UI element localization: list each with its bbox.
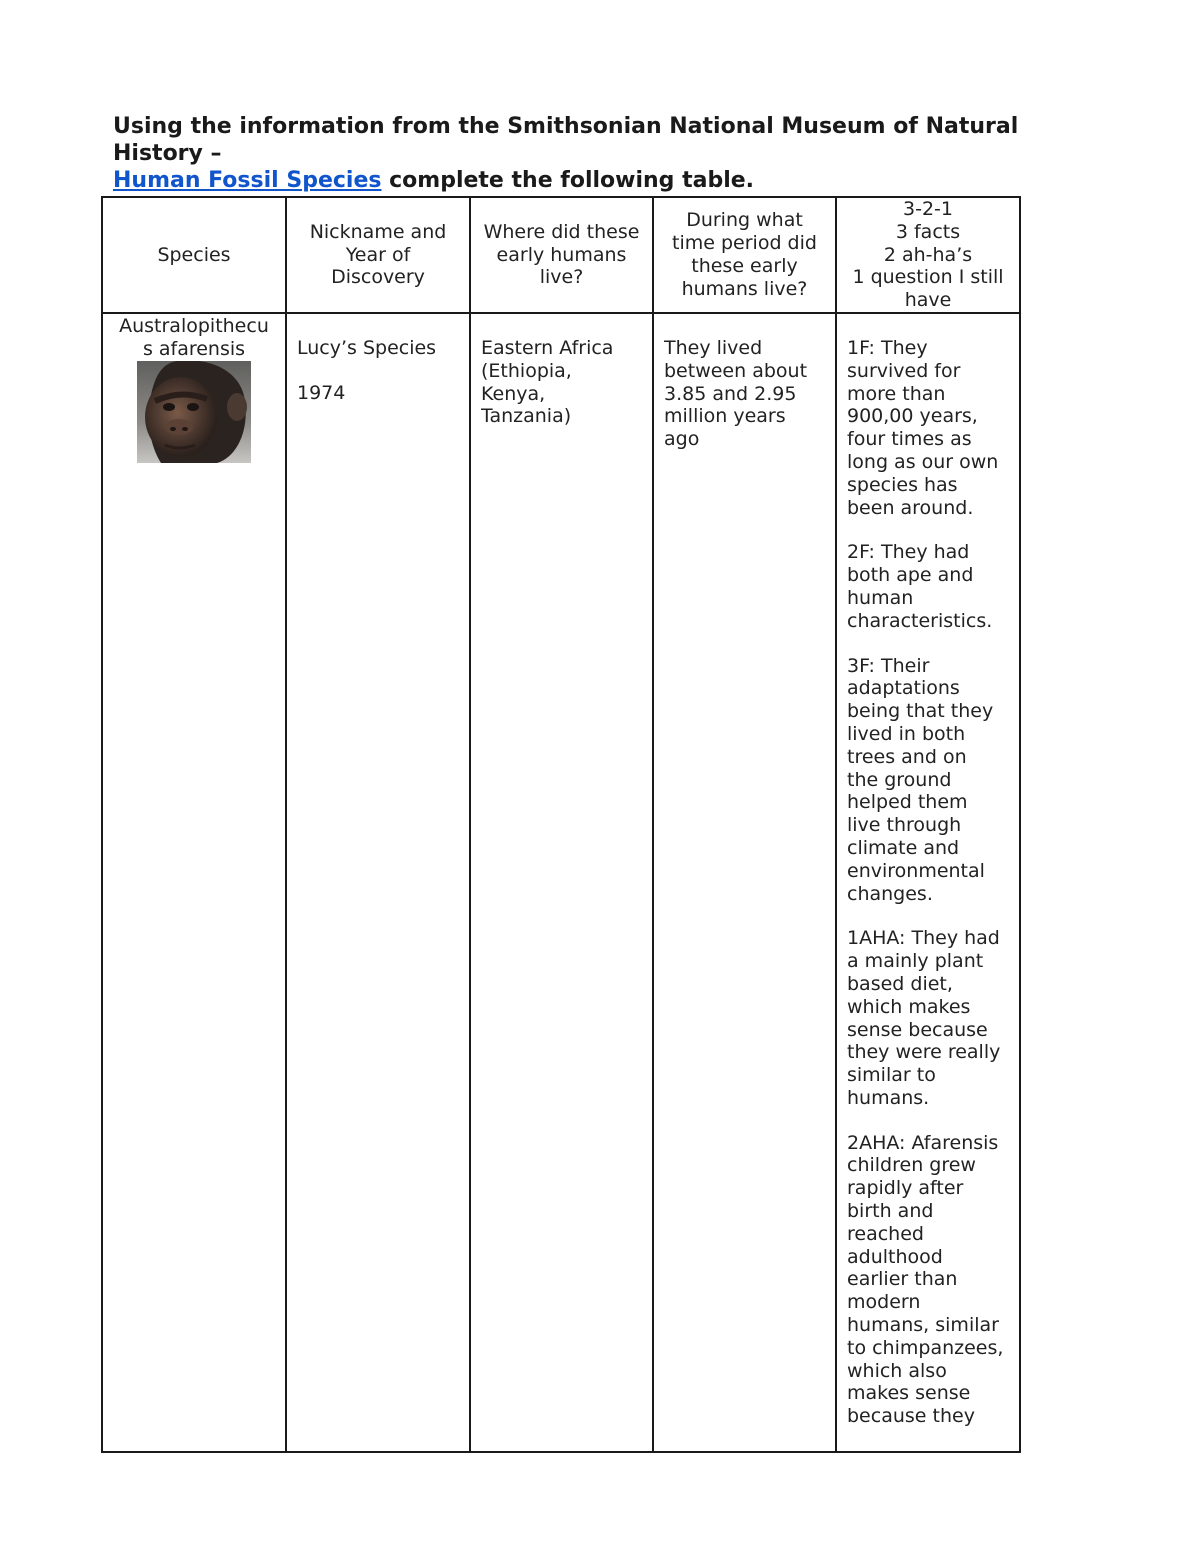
fact-line: adaptations (847, 677, 960, 700)
fact-line: which makes (847, 995, 971, 1018)
fact-line: sense because (847, 1018, 988, 1041)
fact-line: reached (847, 1222, 924, 1245)
table-row (102, 313, 1020, 1452)
fact-line: both ape and (847, 564, 974, 587)
fact-line: because they (847, 1405, 975, 1428)
fact-line: characteristics. (847, 609, 993, 632)
fact-line: 900,00 years, (847, 405, 978, 428)
fact-line: long as our own (847, 450, 999, 473)
fact-line: humans, similar (847, 1314, 999, 1337)
fact-line: survived for (847, 359, 961, 382)
where-cell: Eastern Africa (Ethiopia, Kenya, Tanzania) (470, 313, 653, 1452)
instructions (113, 113, 1113, 194)
fact-line: birth and (847, 1200, 934, 1223)
hominin-reconstruction-image (137, 361, 251, 463)
when-cell: They lived between about 3.85 and 2.95 million years ago (653, 313, 836, 1452)
fact-line: similar to (847, 1064, 936, 1087)
fact-line: a mainly plant (847, 950, 984, 973)
fact-line: rapidly after (847, 1177, 964, 1200)
nickname-cell (286, 313, 470, 1452)
fact-line: trees and on (847, 745, 967, 768)
fact-line: 1AHA: They had (847, 927, 1000, 950)
fact-line: environmental (847, 859, 985, 882)
fact-line: helped them (847, 791, 968, 814)
instructions-line-1: Using the information from the Smithsonian National Museum of Natural History – (113, 114, 1019, 166)
fact-line: they were really (847, 1041, 1001, 1064)
header-where: Where did these early humans live? (470, 197, 653, 313)
fact-line: 3F: Their (847, 654, 930, 677)
fact-line: makes sense (847, 1382, 971, 1405)
fact-line: human (847, 586, 914, 609)
nickname-value: Lucy’s Species (297, 336, 437, 359)
header-row (102, 197, 1020, 313)
human-fossil-species-link[interactable]: Human Fossil Species (113, 168, 382, 193)
fact-line: changes. (847, 882, 933, 905)
fact-line: climate and (847, 836, 960, 859)
fact-line: modern (847, 1291, 921, 1314)
fact-line: earlier than (847, 1268, 958, 1291)
fact-paragraph (847, 541, 1009, 632)
fact-line: adulthood (847, 1245, 943, 1268)
discovery-year: 1974 (297, 381, 346, 404)
fact-line: children grew (847, 1154, 976, 1177)
species-name: s afarensis (142, 337, 246, 360)
header-when: During what time period did these early humans live? (653, 197, 836, 313)
fact-line: four times as (847, 428, 972, 451)
fact-line: 1F: They (847, 336, 928, 359)
instructions-line-2: complete the following table. (381, 168, 755, 193)
fact-line: species has (847, 473, 958, 496)
worksheet-table (101, 196, 1021, 1453)
fact-line: which also (847, 1359, 947, 1382)
facts-list (847, 337, 1009, 1428)
fact-line: being that they (847, 700, 994, 723)
fact-paragraph (847, 927, 1009, 1109)
header-nickname: Nickname and Year of Discovery (286, 197, 470, 313)
fact-paragraph (847, 1132, 1009, 1428)
fact-line: humans. (847, 1086, 930, 1109)
header-species: Species (102, 197, 286, 313)
fact-line: more than (847, 382, 946, 405)
header-facts: 3-2-1 3 facts 2 ah-ha’s 1 question I still have (836, 197, 1020, 313)
fact-line: 2AHA: Afarensis (847, 1131, 999, 1154)
fact-paragraph (847, 337, 1009, 519)
fact-line: 2F: They had (847, 541, 970, 564)
species-cell (102, 313, 286, 1452)
fact-line: the ground (847, 768, 952, 791)
species-name: Australopithecu (119, 314, 269, 337)
fact-paragraph (847, 655, 1009, 906)
fact-line: based diet, (847, 972, 953, 995)
fact-line: lived in both (847, 722, 966, 745)
facts-cell (836, 313, 1020, 1452)
fact-line: been around. (847, 496, 974, 519)
fact-line: to chimpanzees, (847, 1336, 1004, 1359)
fact-line: live through (847, 814, 962, 837)
